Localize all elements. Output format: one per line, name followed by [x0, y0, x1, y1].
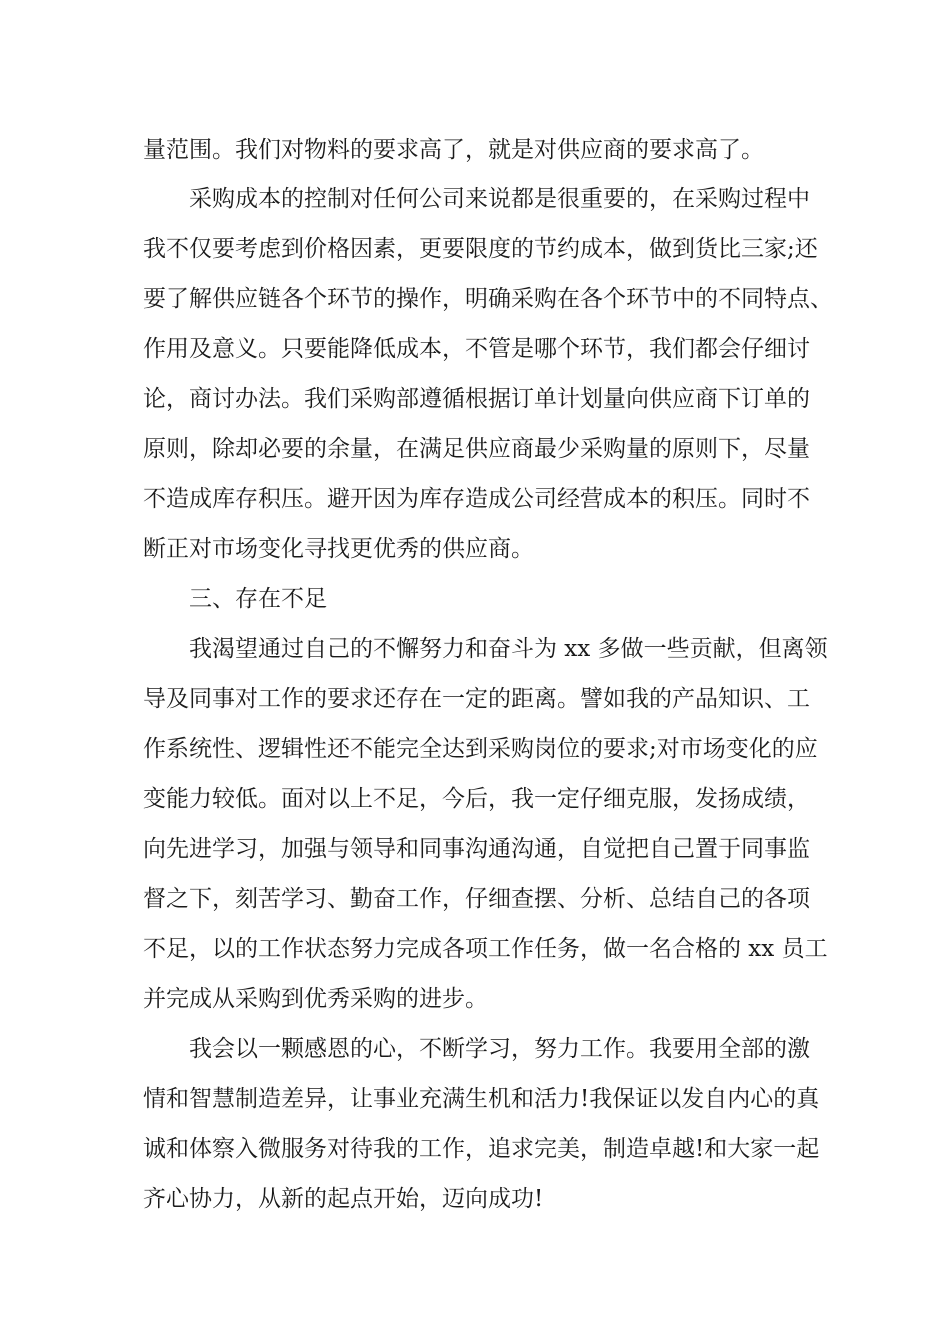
text-line: 作用及意义。只要能降低成本，不管是哪个环节，我们都会仔细讨	[143, 336, 810, 362]
text-line: 不造成库存积压。避开因为库存造成公司经营成本的积压。同时不	[143, 486, 810, 512]
text-line: 变能力较低。面对以上不足，今后，我一定仔细克服，发扬成绩，	[143, 786, 810, 812]
text-line: 量范围。我们对物料的要求高了，就是对供应商的要求高了。	[143, 137, 764, 163]
text-line: 作系统性、逻辑性还不能完全达到采购岗位的要求;对市场变化的应	[143, 736, 818, 762]
text-line: 原则，除却必要的余量，在满足供应商最少采购量的原则下，尽量	[143, 436, 810, 462]
text-line: 诚和体察入微服务对待我的工作，追求完美，制造卓越!和大家一起	[143, 1136, 820, 1162]
text-line: 并完成从采购到优秀采购的进步。	[143, 986, 488, 1012]
paragraph-start: 采购成本的控制对任何公司来说都是很重要的，在采购过程中	[189, 186, 810, 212]
text-line: 论，商讨办法。我们采购部遵循根据订单计划量向供应商下订单的	[143, 386, 810, 412]
text-line: 督之下，刻苦学习、勤奋工作，仔细查摆、分析、总结自己的各项	[143, 886, 810, 912]
text-line: 齐心协力，从新的起点开始，迈向成功!	[143, 1186, 544, 1212]
paragraph-start: 我会以一颗感恩的心，不断学习，努力工作。我要用全部的激	[189, 1036, 810, 1062]
text-line: 要了解供应链各个环节的操作，明确采购在各个环节中的不同特点、	[143, 286, 833, 312]
text-line: 我不仅要考虑到价格因素，更要限度的节约成本，做到货比三家;还	[143, 236, 818, 262]
text-line: 断正对市场变化寻找更优秀的供应商。	[143, 536, 534, 562]
text-line: 不足，以的工作状态努力完成各项工作任务，做一名合格的 xx 员工	[143, 936, 828, 962]
paragraph-start: 我渴望通过自己的不懈努力和奋斗为 xx 多做一些贡献，但离领	[189, 636, 828, 662]
text-line: 情和智慧制造差异，让事业充满生机和活力!我保证以发自内心的真	[143, 1086, 820, 1112]
text-line: 向先进学习，加强与领导和同事沟通沟通，自觉把自己置于同事监	[143, 836, 810, 862]
section-heading: 三、存在不足	[189, 586, 327, 612]
text-line: 导及同事对工作的要求还存在一定的距离。譬如我的产品知识、工	[143, 686, 810, 712]
